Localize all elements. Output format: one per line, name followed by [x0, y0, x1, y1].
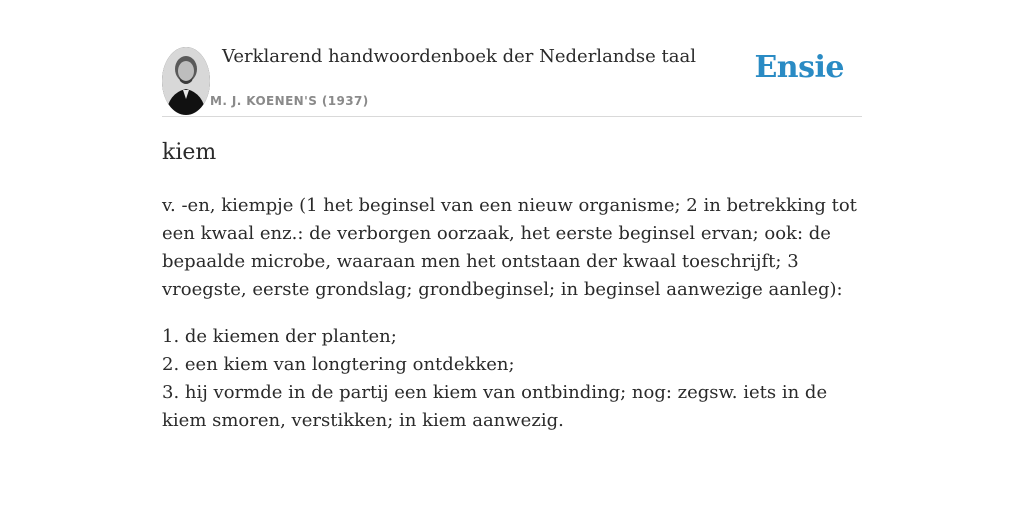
author-portrait-icon[interactable] — [162, 47, 210, 115]
list-item: 3. hij vormde in de partij een kiem van ontbinding; nog: zegsw. iets in de kiem smoren, verstikken; in kiem aanwezig. — [162, 382, 828, 431]
book-author: M. J. KOENEN'S (1937) — [210, 94, 369, 108]
book-title: Verklarend handwoordenboek der Nederlandse taal — [222, 46, 696, 67]
definition-text: v. -en, kiempje (1 het beginsel van een nieuw organisme; 2 in betrekking tot een kwaal enz.: de verborgen oorzaak, het eerste beginsel ervan; ook: de bepaalde microbe, waaraan men het ontstaan der kwaal toeschrijft; 3 vroegste, eerste grondslag; grondbeginsel; in beginsel aanwezige aanleg): — [162, 195, 857, 300]
headword: kiem — [162, 140, 217, 165]
entry-page — [162, 0, 862, 512]
header — [162, 0, 862, 117]
list-item: 1. de kiemen der planten; — [162, 326, 397, 347]
list-item: 2. een kiem van longtering ontdekken; — [162, 354, 515, 375]
example-list — [162, 323, 862, 435]
brand-logo-link[interactable]: Ensie — [754, 50, 844, 85]
